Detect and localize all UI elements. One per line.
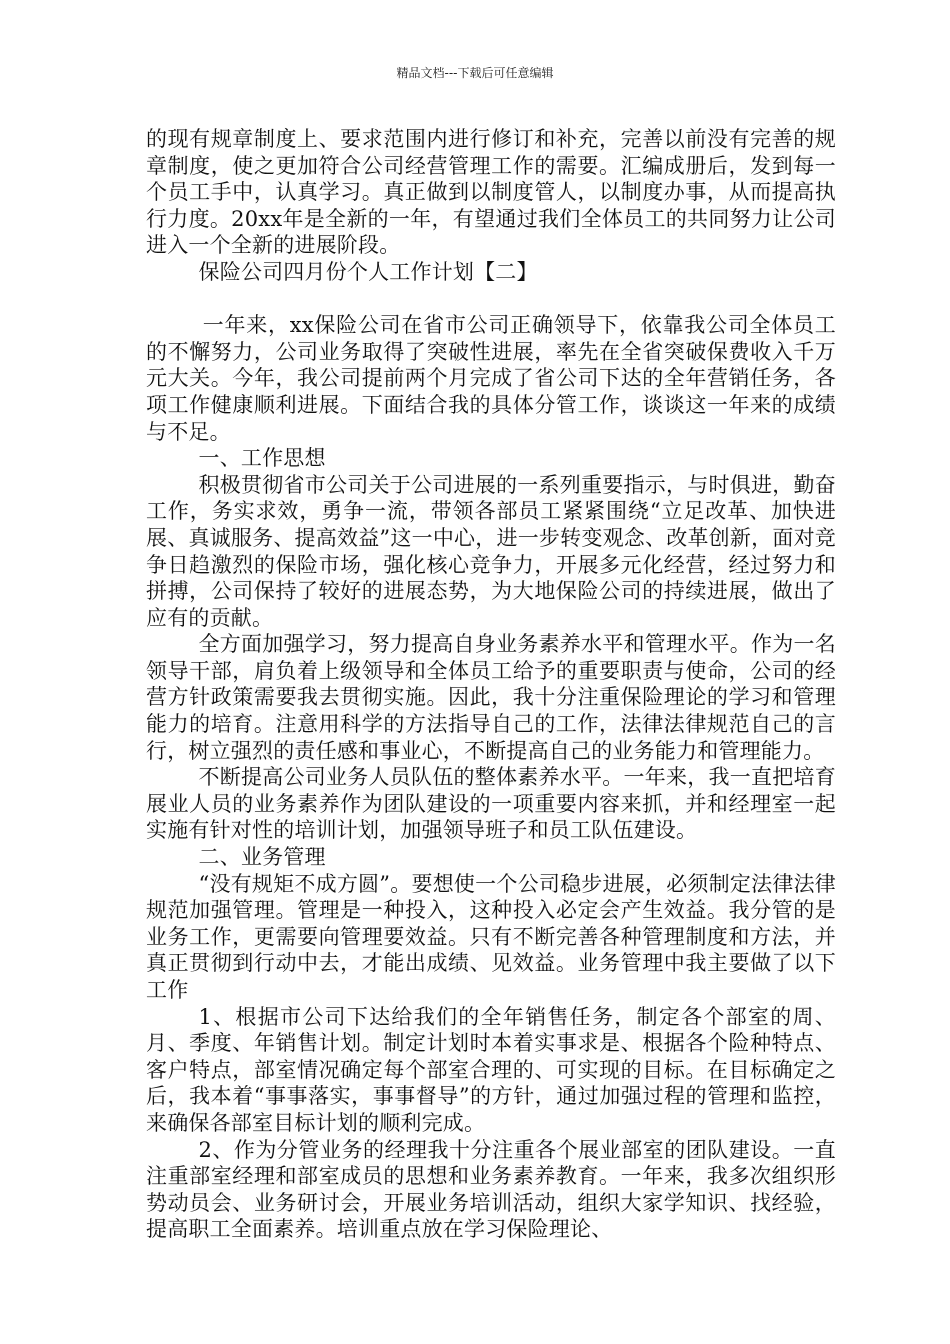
paragraph-thoughts-3: 不断提高公司业务人员队伍的整体素养水平。一年来，我一直把培育展业人员的业务素养作为团队建设的一项重要内容来抓，并和经理室一起实施有针对性的培训计划，加强领导班子和员工队伍建设。 [146, 765, 836, 843]
paragraph-management-intro: “没有规矩不成方圆”。要想使一个公司稳步进展，必须制定法律法律规范加强管理。管理是一种投入，这种投入必定会产生效益。我分管的是业务工作，更需要向管理要效益。只有不断完善各种管理制度和方法，并真正贯彻到行动中去，才能出成绩、见效益。业务管理中我主要做了以下工作 [146, 871, 836, 1002]
section-title: 保险公司四月份个人工作计划【二】 [198, 259, 538, 284]
paragraph-item-2: 2、作为分管业务的经理我十分注重各个展业部室的团队建设。一直注重部室经理和部室成员的思想和业务素养教育。一年来，我多次组织形势动员会、业务研讨会，开展业务培训活动，组织大家学知识、找经验，提高职工全面素养。培训重点放在学习保险理论、 [146, 1137, 836, 1242]
paragraph-thoughts-2: 全方面加强学习，努力提高自身业务素养水平和管理水平。作为一名领导干部，肩负着上级领导和全体员工给予的重要职责与使命，公司的经营方针政策需要我去贯彻实施。因此，我十分注重保险理论的学习和管理能力的培育。注意用科学的方法指导自己的工作，法律法律规范自己的言行，树立强烈的责任感和事业心，不断提高自己的业务能力和管理能力。 [146, 632, 836, 763]
paragraph-item-1: 1、根据市公司下达给我们的全年销售任务，制定各个部室的周、月、季度、年销售计划。制定计划时本着实事求是、根据各个险种特点、客户特点，部室情况确定每个部室合理的、可实现的目标。在目标确定之后，我本着“事事落实，事事督导”的方针，通过加强过程的管理和监控，来确保各部室目标计划的顺利完成。 [146, 1004, 836, 1135]
heading-business-management: 二、业务管理 [198, 845, 326, 870]
paragraph-continued: 的现有规章制度上、要求范围内进行修订和补充，完善以前没有完善的规章制度，使之更加符合公司经营管理工作的需要。汇编成册后，发到每一个员工手中，认真学习。真正做到以制度管人，以制度办事，从而提高执行力度。20xx年是全新的一年，有望通过我们全体员工的共同努力让公司进入一个全新的进展阶段。 [146, 127, 836, 258]
paragraph-intro: 一年来，xx保险公司在省市公司正确领导下，依靠我公司全体员工的不懈努力，公司业务取得了突破性进展，率先在全省突破保费收入千万元大关。今年，我公司提前两个月完成了省公司下达的全年营销任务，各项工作健康顺利进展。下面结合我的具体分管工作，谈谈这一年来的成绩与不足。 [146, 313, 836, 444]
blank-line [146, 286, 836, 313]
paragraph-thoughts-1: 积极贯彻省市公司关于公司进展的一系列重要指示，与时俱进，勤奋工作，务实求效，勇争一流，带领各部员工紧紧围绕“立足改革、加快进展、真诚服务、提高效益”这一中心，进一步转变观念、改革创新，面对竞争日趋激烈的保险市场，强化核心竞争力，开展多元化经营，经过努力和拼搏，公司保持了较好的进展态势，为大地保险公司的持续进展，做出了应有的贡献。 [146, 472, 836, 630]
heading-work-thoughts: 一、工作思想 [198, 446, 326, 471]
document-body [146, 126, 836, 1243]
page-header: 精品文档---下载后可任意编辑 [396, 66, 554, 80]
